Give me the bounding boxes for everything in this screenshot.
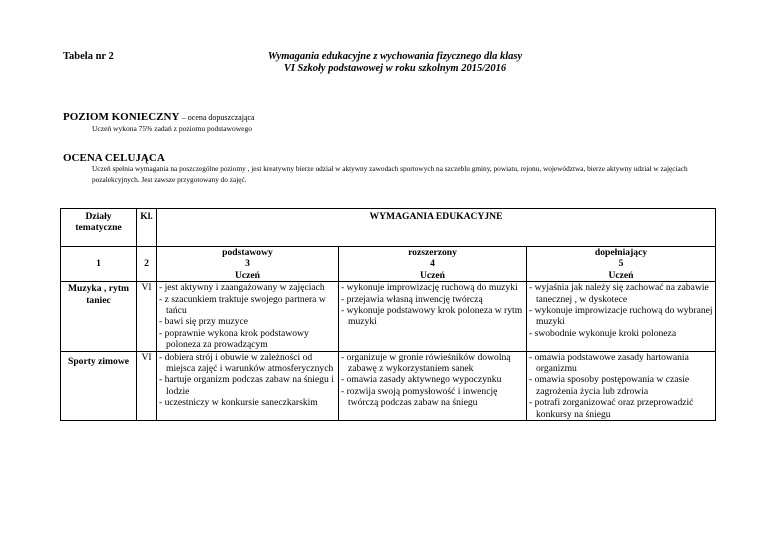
level-who: Uczeń <box>234 269 261 281</box>
list-item: - dobiera strój i obuwie w zależności od miejsca zajęć i warunków atmosferycznych <box>159 352 336 375</box>
level-name: podstawowy <box>222 247 273 258</box>
poziom-heading <box>63 111 255 123</box>
list-item: - wykonuje improwizację ruchową do muzyki <box>341 282 524 293</box>
row-kl: VI <box>137 351 157 420</box>
list-item: - hartuje organizm podczas zabaw na śniegu i lodzie <box>159 374 336 397</box>
row-topic: Sporty zimowe <box>61 351 137 420</box>
list-item: - omawia podstawowe zasady hartowania organizmu <box>529 352 713 375</box>
num-dzialy: 1 <box>61 247 137 282</box>
level-rozszerzony <box>339 247 527 282</box>
level-who: Uczeń <box>419 269 446 281</box>
ocena-heading: OCENA CELUJĄCA <box>63 152 165 164</box>
table-row <box>61 351 716 420</box>
level-who: Uczeń <box>608 269 634 281</box>
list-item: - wykonuje improwizacje ruchową do wybranej muzyki <box>529 305 713 328</box>
document-title <box>200 51 590 75</box>
table-header-row <box>61 209 716 247</box>
list-item: - organizuje w gronie rówieśników dowolną zabawę z wykorzystaniem sanek <box>341 352 524 375</box>
ocena-note: Uczeń spełnia wymagania na poszczególne poziomy , jest kreatywny bierze udział w aktywny zawodach sportowych na szczeblu gminy, powiatu, rejonu, województwa, bierze aktywny udział w zajęciach pozalekcyjnych. Jest zawsze przygotowany do zajęć. <box>92 164 688 184</box>
level-num: 4 <box>430 258 435 270</box>
list-item: - omawia sposoby postępowania w czasie zagrożenia życia lub zdrowia <box>529 374 713 397</box>
list-item: - bawi się przy muzyce <box>159 316 336 327</box>
row-rozszerzony <box>339 351 527 420</box>
requirements-table <box>60 208 716 421</box>
poziom-note: Uczeń wykona 75% zadań z poziomu podstawowego <box>92 124 252 133</box>
level-name: rozszerzony <box>408 247 457 258</box>
header-wymagania: WYMAGANIA EDUKACYJNE <box>157 209 716 247</box>
list-item: - wykonuje podstawowy krok poloneza w rytm muzyki <box>341 305 524 328</box>
list-item: - z szacunkiem traktuje swojego partnera w tańcu <box>159 294 336 317</box>
list-item: - poprawnie wykona krok podstawowy poloneza za prowadzącym <box>159 328 336 351</box>
title-line-2: VI Szkoły podstawowej w roku szkolnym 2015/2016 <box>283 63 507 74</box>
row-dopelniajacy <box>527 351 716 420</box>
list-item: - jest aktywny i zaangażowany w zajęciach <box>159 282 336 293</box>
list-item: - swobodnie wykonuje kroki poloneza <box>529 328 713 339</box>
row-rozszerzony <box>339 282 527 351</box>
level-name: dopełniający <box>594 247 648 258</box>
row-dopelniajacy <box>527 282 716 351</box>
level-dopelniajacy <box>527 247 716 282</box>
level-podstawowy <box>157 247 339 282</box>
title-line-1: Wymagania edukacyjne z wychowania fizycznego dla klasy <box>267 51 523 62</box>
list-item: - potrafi zorganizować oraz przeprowadzić konkursy na śniegu <box>529 397 713 420</box>
row-podstawowy <box>157 351 339 420</box>
level-num: 5 <box>618 258 624 270</box>
poziom-heading-text: POZIOM KONIECZNY <box>63 111 180 123</box>
row-kl: VI <box>137 282 157 351</box>
list-item: - przejawia własną inwencję twórczą <box>341 294 524 305</box>
table-row <box>61 282 716 351</box>
header-kl: Kl. <box>137 209 157 247</box>
list-item: - rozwija swoją pomysłowość i inwencję twórczą podczas zabaw na śniegu <box>341 386 524 409</box>
table-levels-row <box>61 247 716 282</box>
header-dzialy: Działy tematyczne <box>61 209 137 247</box>
level-num: 3 <box>245 258 250 270</box>
num-kl: 2 <box>137 247 157 282</box>
row-topic: Muzyka , rytm taniec <box>61 282 137 351</box>
list-item: - wyjaśnia jak należy się zachować na zabawie tanecznej , w dyskotece <box>529 282 713 305</box>
list-item: - omawia zasady aktywnego wypoczynku <box>341 374 524 385</box>
list-item: - uczestniczy w konkursie saneczkarskim <box>159 397 336 408</box>
poziom-subheading: – ocena dopuszczająca <box>181 113 255 122</box>
table-number: Tabela nr 2 <box>63 51 114 62</box>
row-podstawowy <box>157 282 339 351</box>
